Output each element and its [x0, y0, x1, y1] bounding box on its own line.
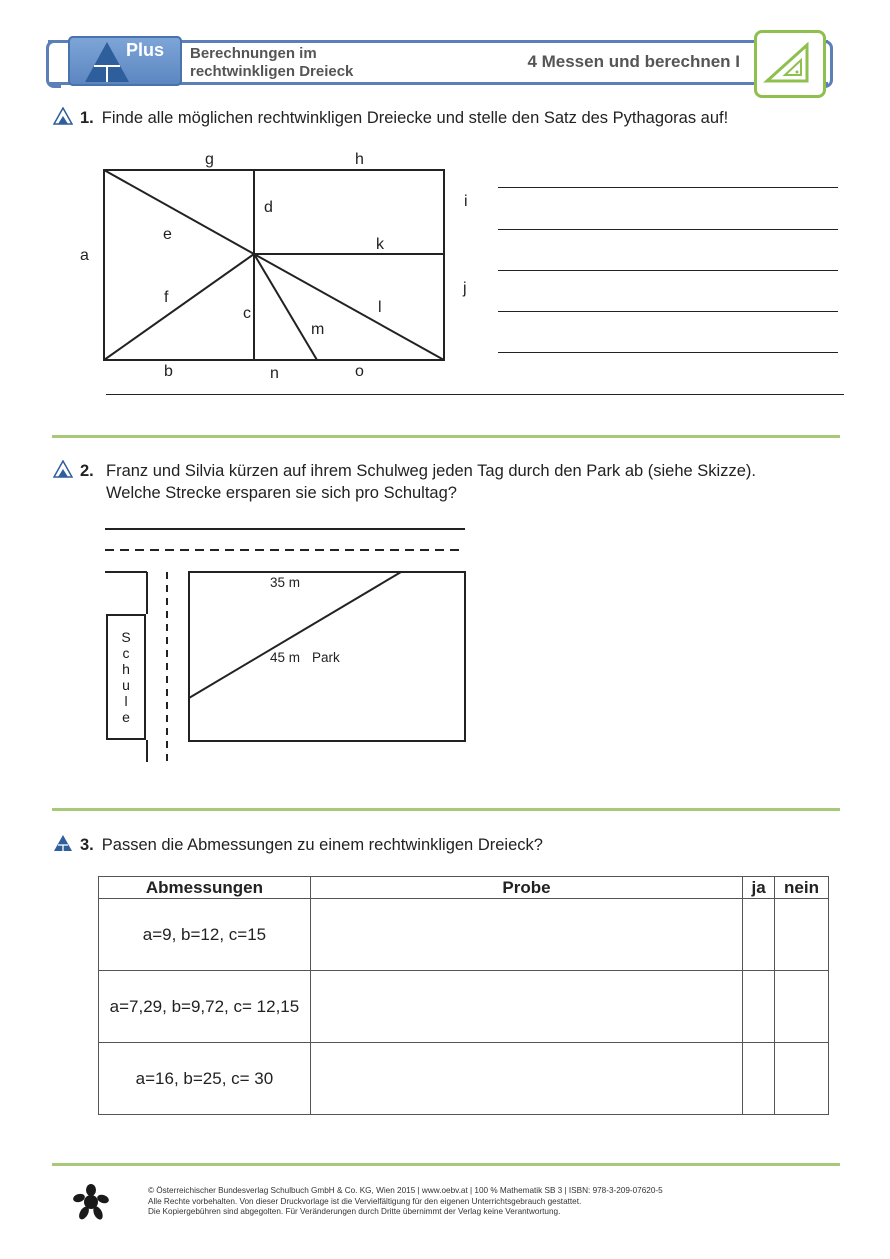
table-row	[99, 1043, 829, 1115]
school-letter: l	[124, 693, 128, 709]
task2-text: Franz und Silvia kürzen auf ihrem Schulweg jeden Tag durch den Park ab (siehe Skizze). Welche Strecke ersparen sie sich pro Schultag?	[106, 462, 756, 502]
label-e: e	[163, 226, 172, 243]
label-i: i	[464, 193, 468, 210]
school-letter: c	[122, 645, 130, 661]
footer-line: © Österreichischer Bundesverlag Schulbuch GmbH & Co. KG, Wien 2015 | www.oebv.at | 100 % Mathematik SB 3 | ISBN: 978-3-209-07620-5	[148, 1186, 663, 1195]
school-letter: S	[121, 629, 131, 645]
label-m: m	[311, 321, 325, 338]
publisher-logo-icon	[72, 1183, 110, 1221]
task1-text: Finde alle möglichen rechtwinkligen Dreiecke und stelle den Satz des Pythagoras auf!	[101, 109, 729, 127]
nein-cell[interactable]	[775, 899, 829, 971]
label-b: b	[164, 363, 173, 380]
label-h: h	[355, 151, 364, 168]
task2-number: 2.	[80, 462, 94, 480]
table-row	[99, 971, 829, 1043]
header-abmessungen: Abmessungen	[99, 877, 311, 899]
difficulty-pyramid-icon	[53, 834, 73, 852]
label-o: o	[355, 363, 364, 380]
page-title: Berechnungen im rechtwinkligen Dreieck	[190, 45, 354, 80]
ja-cell[interactable]	[743, 971, 775, 1043]
label-g: g	[205, 151, 214, 168]
task1-number: 1.	[80, 109, 94, 127]
school-box	[106, 614, 146, 740]
school-letter: e	[122, 709, 130, 725]
nein-cell[interactable]	[775, 1043, 829, 1115]
section-divider	[52, 1163, 840, 1166]
label-k: k	[376, 236, 384, 253]
pythagoras-check-table	[98, 876, 829, 1115]
footer-line: Alle Rechte vorbehalten. Von dieser Druckvorlage ist die Vervielfältigung für den eigenen Unterrichtsgebrauch gestattet.	[148, 1196, 582, 1206]
probe-cell[interactable]	[310, 1043, 742, 1115]
probe-cell[interactable]	[310, 899, 742, 971]
header-probe: Probe	[310, 877, 742, 899]
task3-number: 3.	[80, 836, 94, 854]
section-divider	[52, 808, 840, 811]
ja-cell[interactable]	[743, 1043, 775, 1115]
school-letter: h	[122, 661, 130, 677]
task3-heading	[80, 834, 543, 856]
label-j: j	[463, 280, 467, 297]
nein-cell[interactable]	[775, 971, 829, 1043]
park-label: Park	[312, 650, 340, 665]
diagonal-label: 45 m	[270, 650, 301, 665]
chapter-title: 4 Messen und berechnen I	[527, 52, 740, 71]
school-letter: u	[122, 677, 130, 693]
header-nein: nein	[775, 877, 829, 899]
label-d: d	[264, 199, 273, 216]
label-l: l	[378, 299, 382, 316]
task3-text: Passen die Abmessungen zu einem rechtwinkligen Dreieck?	[101, 836, 543, 854]
dims-cell: a=9, b=12, c=15	[99, 899, 311, 971]
label-n: n	[270, 365, 279, 382]
label-c: c	[243, 305, 251, 322]
label-a: a	[80, 247, 89, 264]
table-row	[99, 899, 829, 971]
ja-cell[interactable]	[743, 899, 775, 971]
table-header-row	[99, 877, 829, 899]
probe-cell[interactable]	[310, 971, 742, 1043]
dims-cell: a=7,29, b=9,72, c= 12,15	[99, 971, 311, 1043]
label-f: f	[164, 289, 169, 306]
footer-line: Die Kopiergebühren sind abgegolten. Für Veränderungen durch Dritte übernimmt der Verlag keine Verantwortung.	[148, 1207, 561, 1216]
footer-copyright	[148, 1186, 663, 1218]
header-ja: ja	[743, 877, 775, 899]
width-label: 35 m	[270, 575, 301, 590]
plus-label: Plus	[126, 40, 165, 60]
dims-cell: a=16, b=25, c= 30	[99, 1043, 311, 1115]
